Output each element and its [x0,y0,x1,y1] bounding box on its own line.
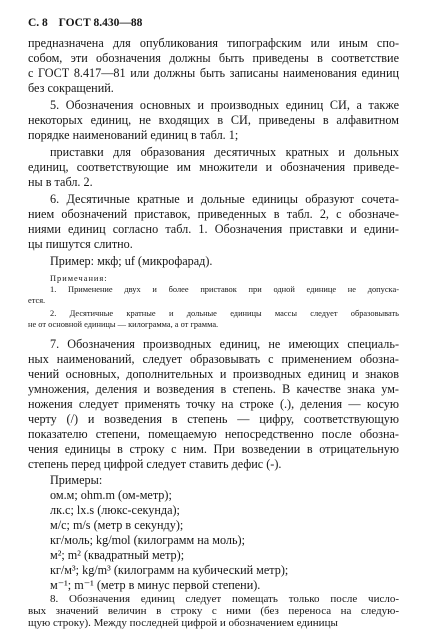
text-line: порядке наименований единиц в табл. 1; [28,128,239,142]
text-line: показателю степени, помещаемую непосредственно после обозна- [28,427,399,441]
text-line: черту (/) и возведения в степень — цифру, соответствующую [28,412,399,426]
standard-code: ГОСТ 8.430—88 [58,17,143,29]
text-line: умножения, деления и возведения в степень. В качестве знака ум- [28,382,399,396]
text-line: с ГОСТ 8.417—81 или должны быть записаны наименования единиц [28,66,399,80]
text-line: предназначена для опубликования типографским или иным спо- [28,36,399,50]
text-line: чения единицы в строку с ним. При возведении в отрицательную [28,442,399,456]
notes-heading: Примечания: [50,274,108,283]
example-item: ом.м; ohm.m (ом-метр); [50,488,172,502]
note-line: 1. Применение двух и более приставок при одной единице не допуска- [50,285,399,294]
note-line: ется. [28,296,46,305]
text-line: некоторых единиц, не входящих в СИ, приведены в алфавитном [28,113,399,127]
example-line: Пример: мкф; uf (микрофарад). [50,254,213,268]
text-line: 7. Обозначения производных единиц, не имеющих специаль- [50,337,399,351]
text-line: ных наименований, следует образовывать с применением обозна- [28,352,399,366]
note-line: 2. Десятичные кратные и дольные единицы массы следует образовывать [50,309,399,318]
text-line: вых значений величин в строку с ними (без переноса на следую- [28,605,399,617]
text-line: 8. Обозначения единиц следует помещать только после число- [50,593,399,605]
example-item: м⁻¹; m⁻¹ (метр в минус первой степени). [50,578,261,592]
text-line: единиц, соответствующие им множители и обозначения приведе- [28,160,399,174]
text-line: цы пишутся слитно. [28,237,133,251]
example-item: м²; m² (квадратный метр); [50,548,185,562]
text-line: 6. Десятичные кратные и дольные единицы образуют сочета- [50,192,399,206]
text-line: ны в табл. 2. [28,175,93,189]
text-line: чений основных, дополнительных и производных единиц и знаков [28,367,399,381]
example-item: кг/м³; kg/m³ (килограмм на кубический метр); [50,563,289,577]
example-item: лк.с; lx.s (люкс-секунда); [50,503,180,517]
example-item: м/с; m/s (метр в секунду); [50,518,184,532]
text-line: приставки для образования десятичных кратных и дольных [50,145,399,159]
text-line: степень перед цифрой следует ставить дефис (-). [28,457,282,471]
note-line: не от основной единицы — килограмма, а от грамма. [28,320,219,329]
text-line: без сокращений. [28,81,114,95]
example-item: кг/моль; kg/mol (килограмм на моль); [50,533,245,547]
examples-heading: Примеры: [50,473,103,487]
text-line: ниями единиц согласно табл. 1. Обозначения приставки и едини- [28,222,399,236]
text-line: собом, эти обозначения должны быть приведены в соответствие [28,51,399,65]
page-number: С. 8 [28,17,48,29]
text-line: нием обозначений приставок, приведенных в табл. 2, с обозначе- [28,207,399,221]
text-line: 5. Обозначения основных и производных единиц СИ, а также [50,98,399,112]
text-line: щую строку). Между последней цифрой и обозначением единицы [28,617,338,629]
text-line-combined [28,617,399,629]
page-header [28,16,399,30]
text-line: ножения следует применять точку на строке (.), деления — косую [28,397,399,411]
